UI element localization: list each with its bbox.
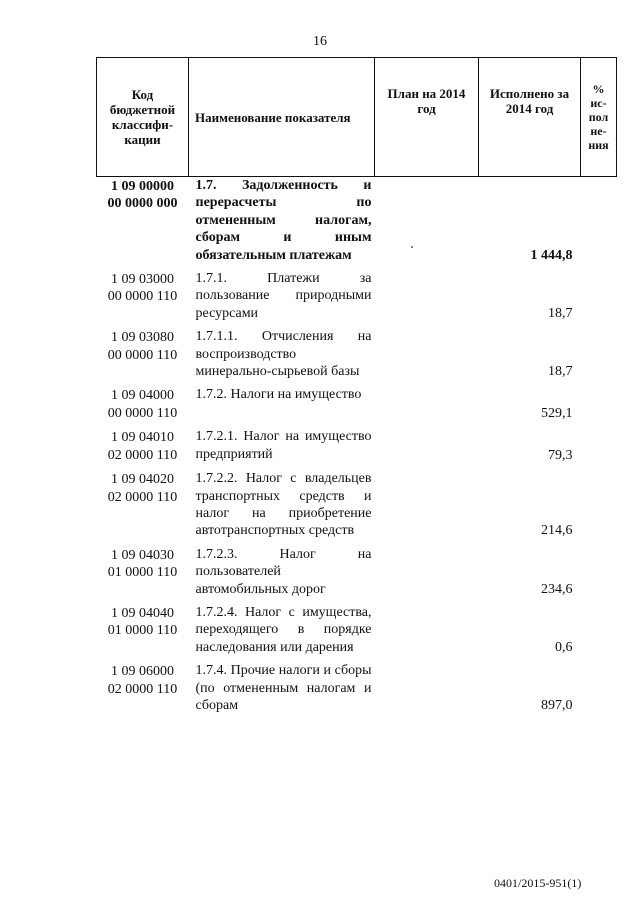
table-row (97, 177, 617, 271)
row-name: 1.7.2.4. Налог с имущества, переходящего в порядке наследования или дарения (195, 604, 372, 655)
row-code: 1 09 03080 00 0000 110 (107, 330, 178, 363)
row-name: 1.7.4. Прочие налоги и сборы (по отмененным налогам и сборам (195, 663, 372, 713)
row-code: 1 09 04010 02 0000 110 (107, 430, 178, 463)
row-name: 1.7.1. Платежи за пользование природными ресурсами (195, 271, 372, 321)
table-row (97, 604, 617, 662)
row-name: 1.7.2.3. Налог на пользователей автомобильных дорог (195, 546, 372, 597)
row-code: 1 09 04030 01 0000 110 (107, 547, 178, 581)
row-plan (375, 604, 479, 662)
document-id: 0401/2015-951(1) (494, 876, 582, 890)
table-header-row (97, 58, 617, 177)
row-name: 1.7.2.1. Налог на имущество предприятий (195, 429, 372, 462)
row-code: 1 09 06000 02 0000 110 (107, 664, 178, 697)
row-code: 1 09 04020 02 0000 110 (107, 472, 178, 505)
row-percent (581, 428, 617, 470)
row-executed: 0,6 (555, 639, 573, 655)
row-plan (375, 470, 479, 546)
budget-execution-table (96, 57, 617, 720)
row-name: 1.7.2. Налоги на имущество (195, 387, 362, 403)
row-percent (581, 662, 617, 720)
header-execution-percent: % ис- пол не- ния (581, 58, 617, 177)
header-budget-code: Код бюджетной классифи- кации (97, 58, 189, 177)
row-name: 1.7.2.2. Налог с владельцев транспортных средств и налог на приобретение автотранспортных средств (195, 471, 372, 539)
table-row (97, 328, 617, 386)
row-name: 1.7.1.1. Отчисления на воспроизводство минерально-сырьевой базы (195, 329, 372, 380)
table-row (97, 546, 617, 604)
table-row (97, 662, 617, 720)
row-executed: 897,0 (541, 697, 573, 713)
row-executed: 18,7 (548, 305, 573, 321)
row-plan (375, 428, 479, 470)
row-plan (375, 546, 479, 604)
page-number: 16 (313, 34, 327, 49)
table-row (97, 270, 617, 328)
row-code: 1 09 04000 00 0000 110 (107, 388, 178, 421)
row-executed: 79,3 (548, 447, 573, 463)
row-plan (375, 328, 479, 386)
row-executed: 1 444,8 (530, 247, 573, 263)
table-row (97, 470, 617, 546)
row-plan (375, 177, 479, 271)
row-plan (375, 386, 479, 428)
row-percent (581, 470, 617, 546)
row-percent (581, 177, 617, 271)
row-executed: 18,7 (548, 364, 573, 380)
row-name: 1.7. Задолженность и перерасчеты по отмененным налогам, сборам и иным обязательным платежам (195, 178, 372, 263)
row-percent (581, 270, 617, 328)
row-executed: 234,6 (541, 581, 573, 597)
table-row (97, 428, 617, 470)
header-plan-2014: План на 2014 год (375, 58, 479, 177)
row-percent (581, 546, 617, 604)
row-code: 1 09 00000 00 0000 000 (107, 179, 178, 212)
row-plan (375, 270, 479, 328)
header-executed-2014: Исполнено за 2014 год (479, 58, 581, 177)
row-plan (375, 662, 479, 720)
scan-speck (411, 246, 413, 248)
row-percent (581, 328, 617, 386)
table-row (97, 386, 617, 428)
row-code: 1 09 04040 01 0000 110 (107, 605, 178, 639)
row-executed: 214,6 (541, 523, 573, 539)
row-percent (581, 386, 617, 428)
row-code: 1 09 03000 00 0000 110 (107, 272, 178, 305)
row-percent (581, 604, 617, 662)
header-indicator-name: Наименование показателя (189, 58, 375, 177)
row-executed: 529,1 (541, 405, 573, 421)
